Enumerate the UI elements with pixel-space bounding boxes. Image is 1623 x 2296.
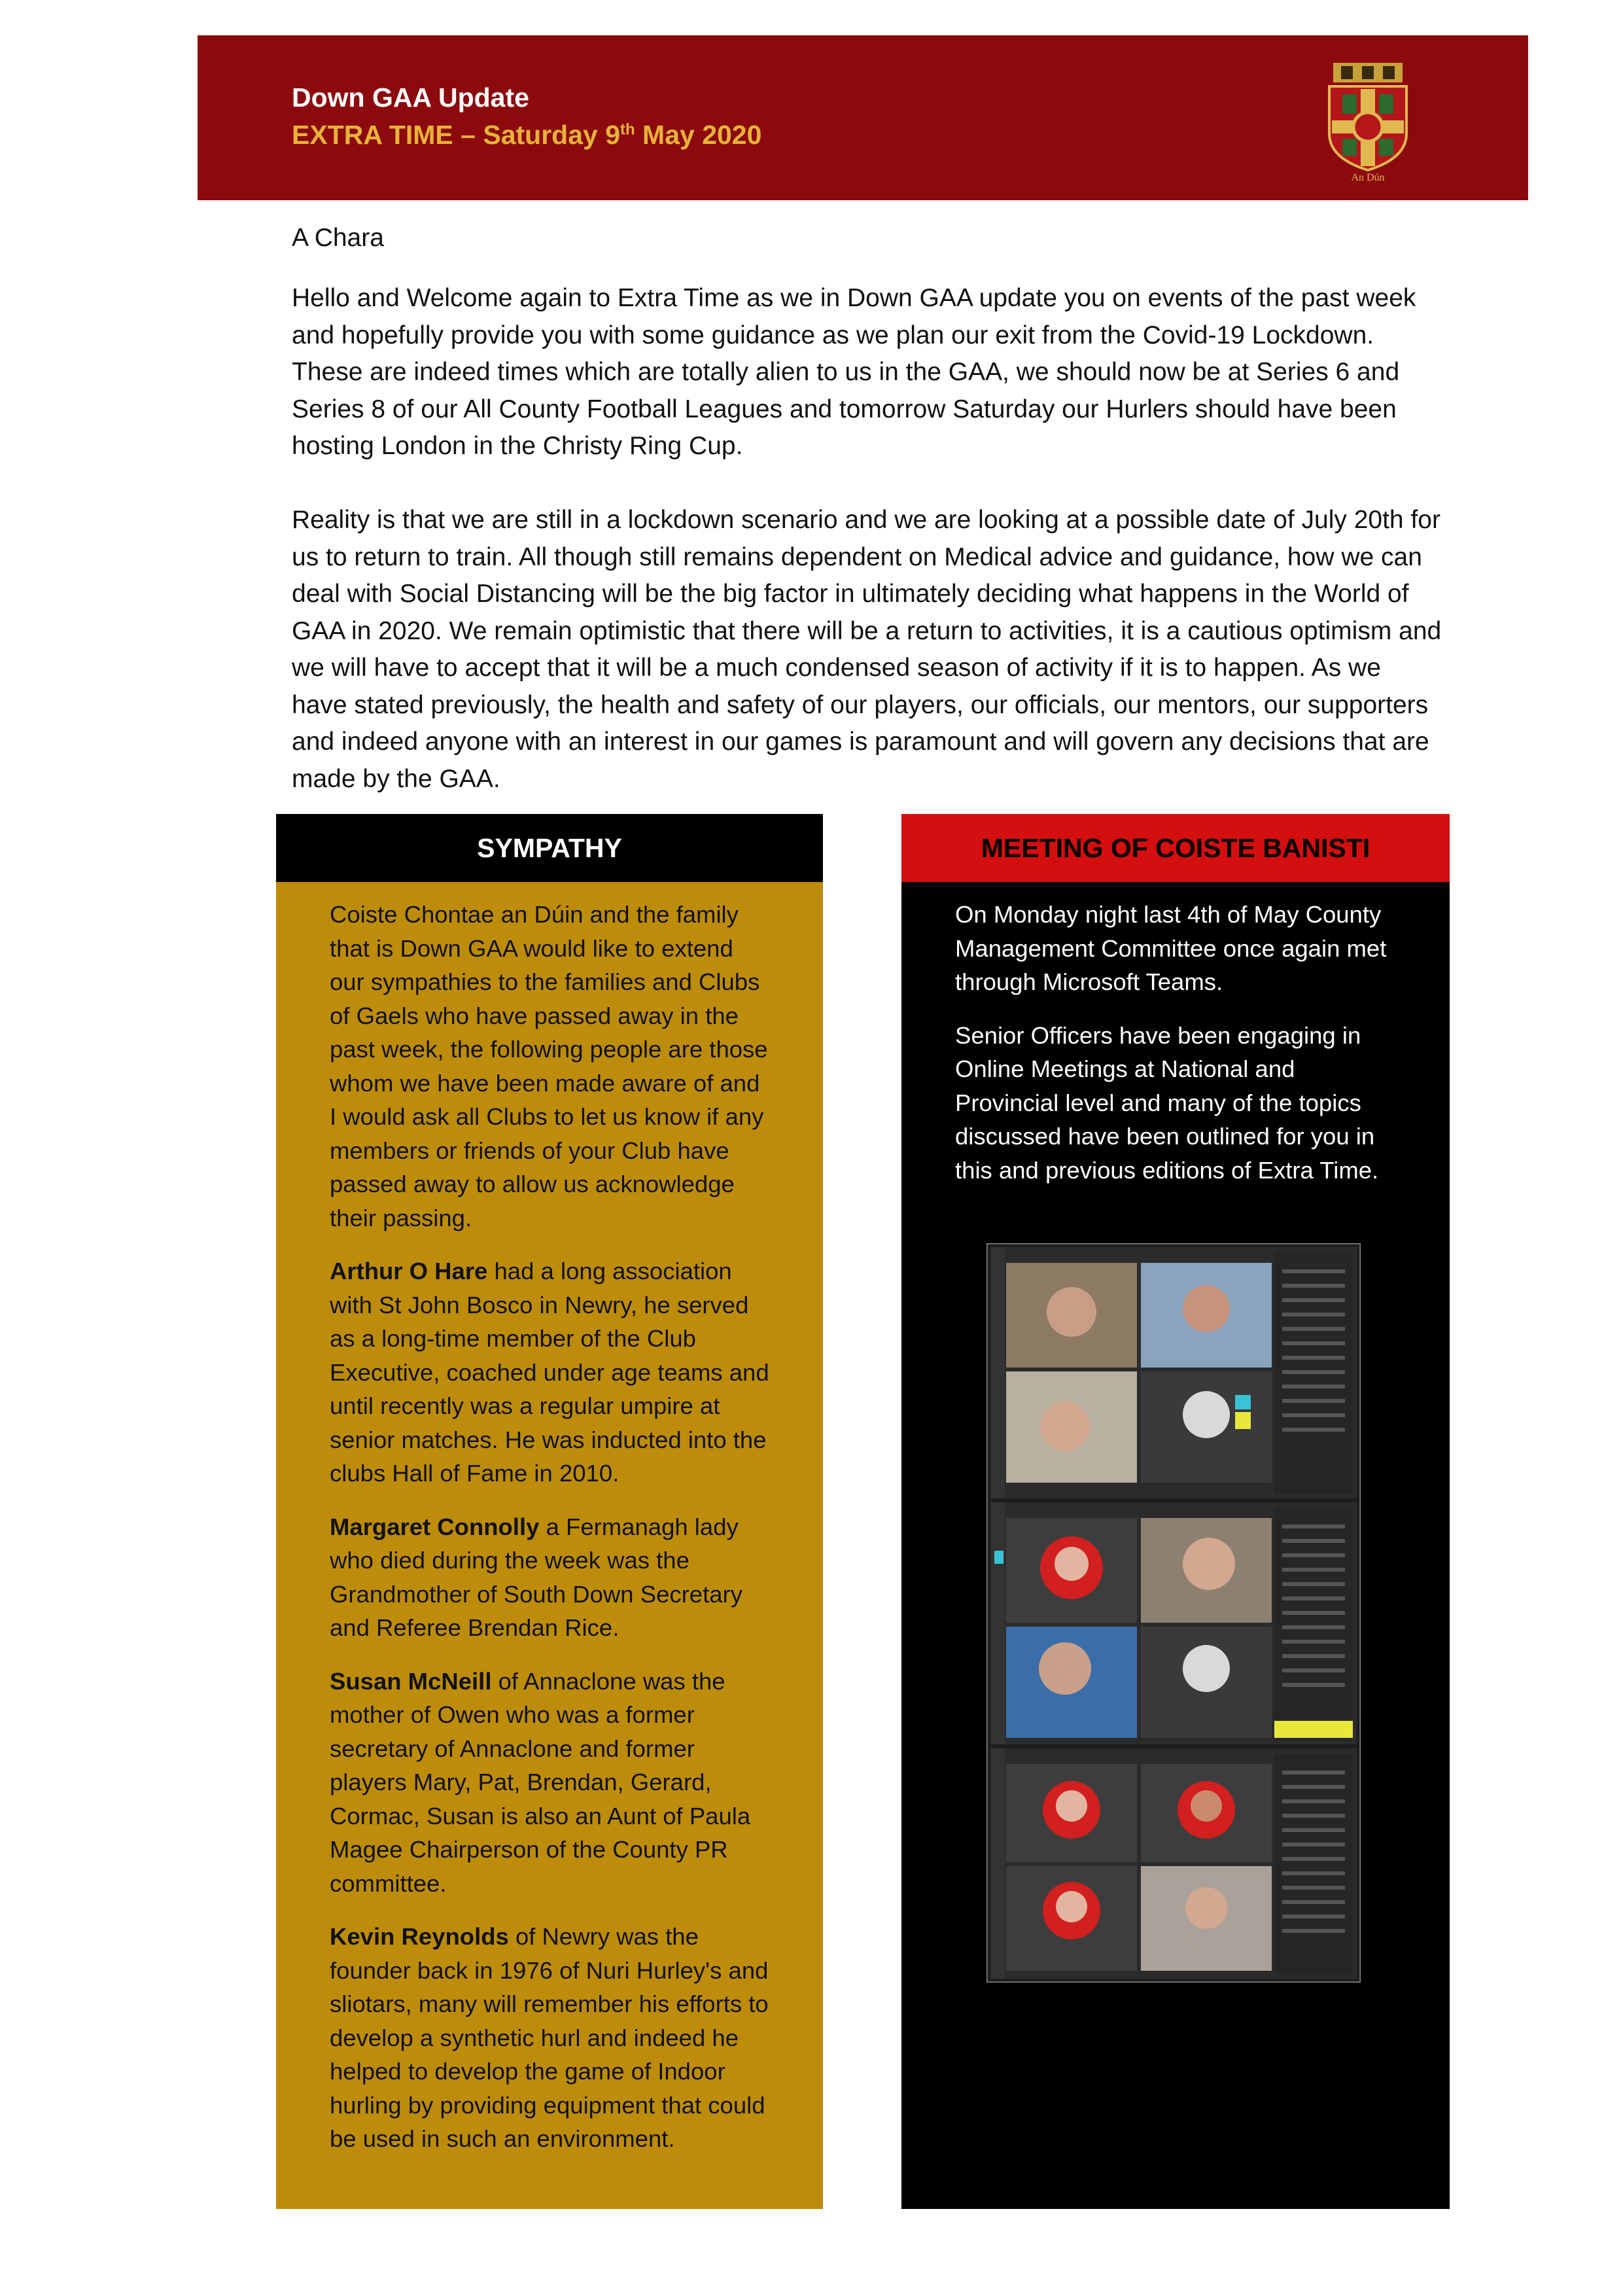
meeting-panel bbox=[901, 814, 1450, 2209]
meeting-paragraph-1: On Monday night last 4th of May County Management Committee once again met through Microsoft Teams. bbox=[955, 901, 1387, 995]
greeting: A Chara bbox=[292, 224, 384, 252]
teams-meeting-screenshot bbox=[986, 1243, 1361, 1983]
header-title: Down GAA Update bbox=[292, 82, 529, 113]
meeting-paragraph-2: Senior Officers have been engaging in Online Meetings at National and Provincial level and many of the topics discussed have been outlined for you in this and previous editions of Extra Time. bbox=[955, 1021, 1379, 1184]
intro-paragraph-1: Hello and Welcome again to Extra Time as we in Down GAA update you on events of the past week and hopefully provide you with some guidance as we plan our exit from the Covid-19 Lockdown. These are indeed times which are totally alien to us in the GAA, we should now be at Series 6 and Series 8 of our All County Football Leagues and tomorrow Saturday our Hurlers should have been hosting London in the Christy Ring Cup. bbox=[292, 284, 1416, 460]
down-gaa-crest-icon bbox=[1320, 60, 1416, 185]
sympathy-entry: Margaret Connolly a Fermanagh lady who died during the week was the Grandmother of South Down Secretary and Referee Brendan Rice. bbox=[330, 1513, 742, 1641]
sympathy-panel bbox=[276, 814, 823, 2209]
sympathy-entry: Arthur O Hare had a long association with St John Bosco in Newry, he served as a long-time member of the Club Executive, coached under age teams and until recently was a regular umpire at senior matches. He was inducted into the clubs Hall of Fame in 2010. bbox=[330, 1258, 769, 1487]
header-banner bbox=[198, 35, 1528, 200]
sympathy-heading: SYMPATHY bbox=[276, 814, 823, 882]
svg-text:An Dún: An Dún bbox=[1351, 172, 1385, 183]
header-subtitle: EXTRA TIME – Saturday 9th May 2020 bbox=[292, 120, 762, 150]
sympathy-intro: Coiste Chontae an Dúin and the family that is Down GAA would like to extend our sympathies to the families and Clubs of Gaels who have passed away in the past week, the following people are those whom we have been made aware of and I would ask all Clubs to let us know if any members or friends of your Club have passed away to allow us acknowledge their passing. bbox=[330, 901, 768, 1231]
meeting-heading: MEETING OF COISTE BANISTI bbox=[901, 814, 1450, 882]
intro-paragraph-2: Reality is that we are still in a lockdown scenario and we are looking at a possible date of July 20th for us to return to train. All though still remains dependent on Medical advice and guidance, how we can deal with Social Distancing will be the big factor in ultimately deciding what happens in the World of GAA in 2020. We remain optimistic that there will be a return to activities, it is a cautious optimism and we will have to accept that it will be a much condensed season of activity if it is to happen. As we have stated previously, the health and safety of our players, our officials, our mentors, our supporters and indeed anyone with an interest in our games is paramount and will govern any decisions that are made by the GAA. bbox=[292, 506, 1442, 793]
teams-panel-3 bbox=[990, 1748, 1357, 1979]
teams-panel-1 bbox=[990, 1247, 1357, 1498]
teams-panel-2 bbox=[990, 1502, 1357, 1744]
sympathy-entry: Kevin Reynolds of Newry was the founder back in 1976 of Nuri Hurley's and sliotars, many will remember his efforts to develop a synthetic hurl and indeed he helped to develop the game of Indoor hurling by providing equipment that could be used in such an environment. bbox=[330, 1923, 769, 2152]
sympathy-entry: Susan McNeill of Annaclone was the mother of Owen who was a former secretary of Annaclone and former players Mary, Pat, Brendan, Gerard, Cormac, Susan is also an Aunt of Paula Magee Chairperson of the County PR committee. bbox=[330, 1667, 751, 1897]
